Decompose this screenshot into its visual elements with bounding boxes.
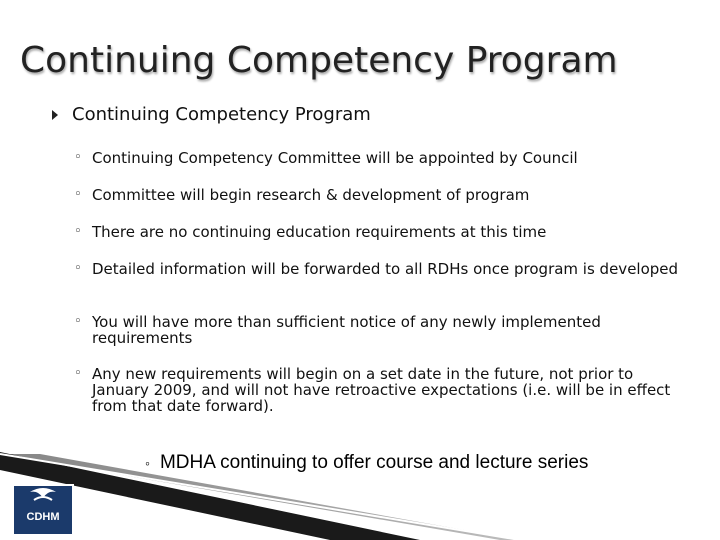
circle-bullet-icon: ◦ — [74, 366, 82, 381]
sub-bullet — [74, 261, 694, 277]
circle-bullet-icon: ◦ — [74, 224, 82, 239]
slide-title: Continuing Competency Program — [20, 40, 618, 81]
sub-bullet — [74, 314, 694, 346]
logo-swirl-icon — [14, 486, 72, 534]
sub-bullet — [74, 366, 694, 414]
highlight-text: MDHA continuing to offer course and lecture series — [159, 452, 589, 473]
sub-bullet-text: Continuing Competency Committee will be appointed by Council — [92, 149, 578, 167]
cdhm-logo — [12, 484, 74, 536]
highlight-bullet — [145, 452, 588, 474]
circle-bullet-icon: ◦ — [74, 261, 82, 276]
circle-bullet-icon: ◦ — [74, 187, 82, 202]
sub-bullet-text: Any new requirements will begin on a set date in the future, not prior to January 2009, and will not have retroactive expectations (i.e. will be in effect from that date forward). — [92, 365, 671, 415]
sub-bullet — [74, 187, 694, 203]
sub-bullet-text: You will have more than sufficient notice of any newly implemented requirements — [92, 313, 601, 347]
circle-bullet-icon: ◦ — [145, 455, 150, 471]
circle-bullet-icon: ◦ — [74, 314, 82, 329]
triangle-bullet-icon — [52, 110, 58, 120]
sub-bullet-text: Committee will begin research & development of program — [92, 186, 530, 204]
main-bullet-text: Continuing Competency Program — [72, 104, 371, 125]
logo-text: CDHM — [26, 511, 60, 523]
circle-bullet-icon: ◦ — [74, 150, 82, 165]
sub-bullet-text: There are no continuing education requirements at this time — [92, 223, 547, 241]
sub-bullet-text: Detailed information will be forwarded to all RDHs once program is developed — [92, 260, 679, 278]
sub-bullet — [74, 150, 694, 166]
sub-bullet — [74, 224, 694, 240]
